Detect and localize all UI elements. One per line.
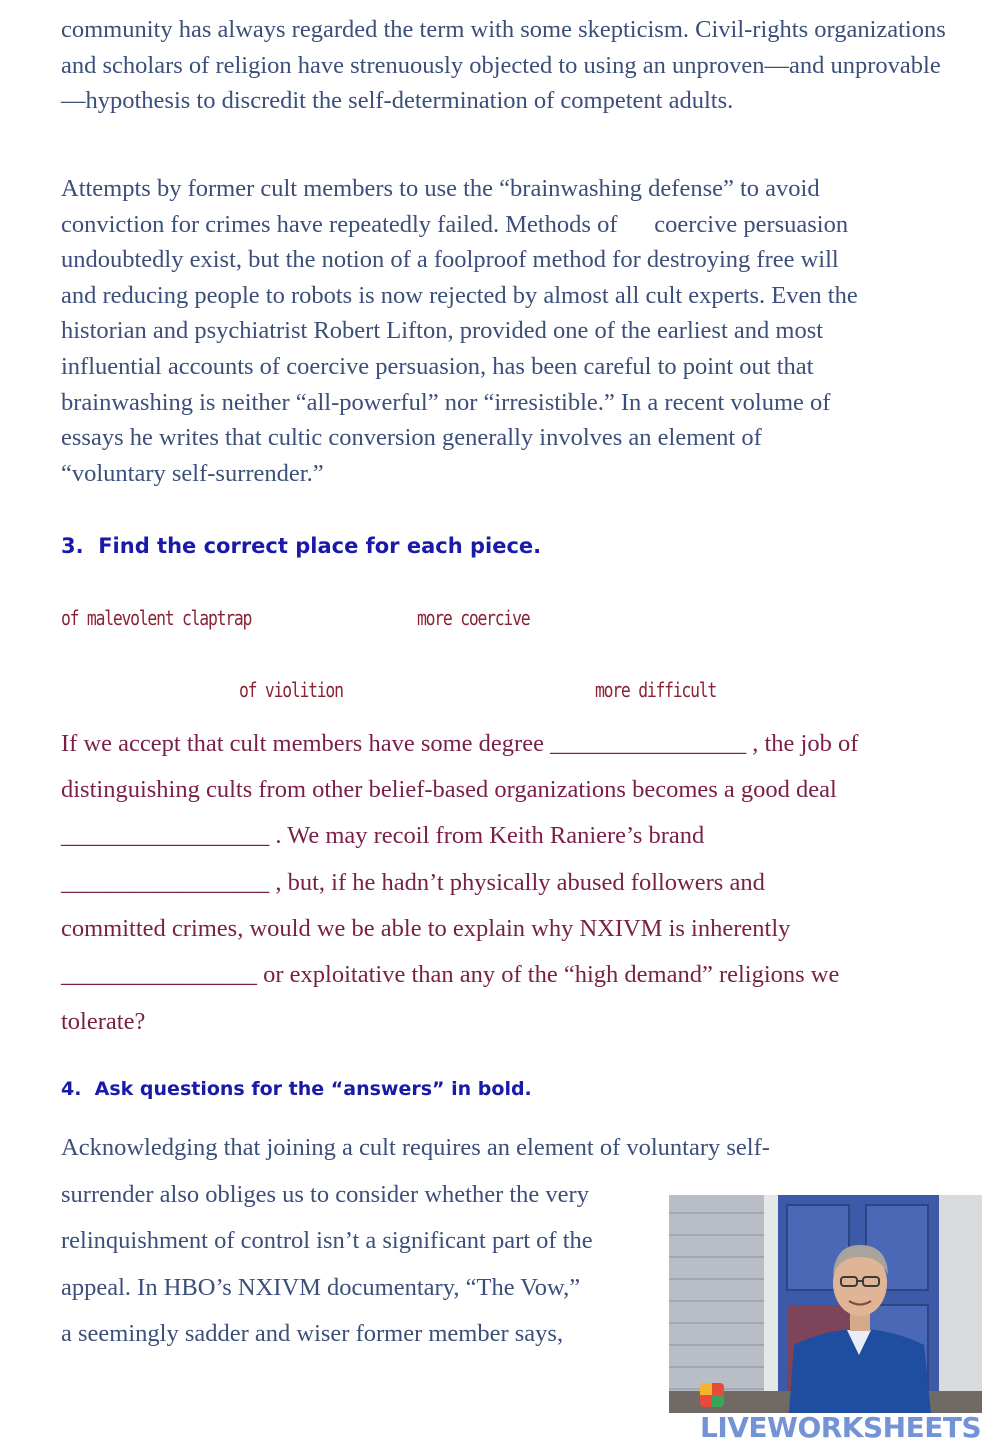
paragraph-brainwashing xyxy=(61,171,951,491)
paragraph-line: influential accounts of coercive persuasion, has been careful to point out that xyxy=(61,352,814,380)
paragraph-line: essays he writes that cultic conversion generally involves an element of xyxy=(61,424,762,452)
paragraph-line: surrender also obliges us to consider whether the very xyxy=(61,1180,589,1208)
paragraph-line: a seemingly sadder and wiser former member says, xyxy=(61,1320,564,1347)
drag-piece-more-difficult[interactable]: more difficult xyxy=(595,678,717,702)
paragraph-line: brainwashing is neither “all-powerful” nor “irresistible.” In a recent volume of xyxy=(61,388,831,416)
drop-target-blank-2[interactable]: _________________ xyxy=(61,822,270,849)
paragraph-line: undoubtedly exist, but the notion of a foolproof method for destroying free will xyxy=(61,246,839,274)
drop-target-blank-4[interactable]: ________________ xyxy=(61,961,257,988)
drag-piece-malevolent-claptrap[interactable]: of malevolent claptrap xyxy=(61,606,252,630)
drag-piece-of-violition[interactable]: of violition xyxy=(239,678,343,702)
watermark-text: LIVEWORKSHEETS xyxy=(700,1411,982,1444)
paragraph-intro: community has always regarded the term with some skepticism. Civil-rights organizations and scholars of religion have strenuously objected to using an unproven—and unprovable—hypothesis to discredit the self-determination of competent adults. xyxy=(61,16,946,115)
paragraph-line: Attempts by former cult members to use the “brainwashing defense” to avoid xyxy=(61,175,820,202)
drag-piece-more-coercive[interactable]: more coercive xyxy=(417,606,530,630)
liveworksheets-logo-icon xyxy=(700,1383,724,1407)
drop-target-blank-3[interactable]: _________________ xyxy=(61,869,270,896)
liveworksheets-watermark xyxy=(700,1378,1000,1444)
cloze-text: distinguishing cults from other belief-based organizations becomes a good deal xyxy=(61,776,837,803)
cloze-text: If we accept that cult members have some degree xyxy=(61,730,551,757)
cloze-text: tolerate? xyxy=(61,1008,146,1035)
cloze-text: , but, if he hadn’t physically abused followers and xyxy=(269,869,765,896)
paragraph-line: appeal. In HBO’s NXIVM documentary, “The Vow,” xyxy=(61,1273,581,1301)
cloze-text: committed crimes, would we be able to explain why NXIVM is inherently xyxy=(61,915,791,942)
paragraph-line: conviction for crimes have repeatedly failed. Methods of coercive persuasion xyxy=(61,210,849,238)
cloze-text: or exploitative than any of the “high demand” religions we xyxy=(257,961,840,988)
section-4-heading: 4. Ask questions for the “answers” in bold. xyxy=(61,1078,532,1100)
paragraph-line: Acknowledging that joining a cult requires an element of voluntary self- xyxy=(61,1134,770,1161)
section-3-heading: 3. Find the correct place for each piece. xyxy=(61,534,542,558)
paragraph-line: relinquishment of control isn’t a significant part of the xyxy=(61,1227,593,1254)
cloze-text: . We may recoil from Keith Raniere’s brand xyxy=(269,822,705,849)
cloze-text: , the job of xyxy=(746,730,859,757)
paragraph-line: historian and psychiatrist Robert Lifton, provided one of the earliest and most xyxy=(61,317,824,345)
drop-target-blank-1[interactable]: ________________ xyxy=(550,730,747,757)
paragraph-line: and reducing people to robots is now rejected by almost all cult experts. Even the xyxy=(61,281,858,309)
paragraph-line: “voluntary self-surrender.” xyxy=(61,459,324,487)
